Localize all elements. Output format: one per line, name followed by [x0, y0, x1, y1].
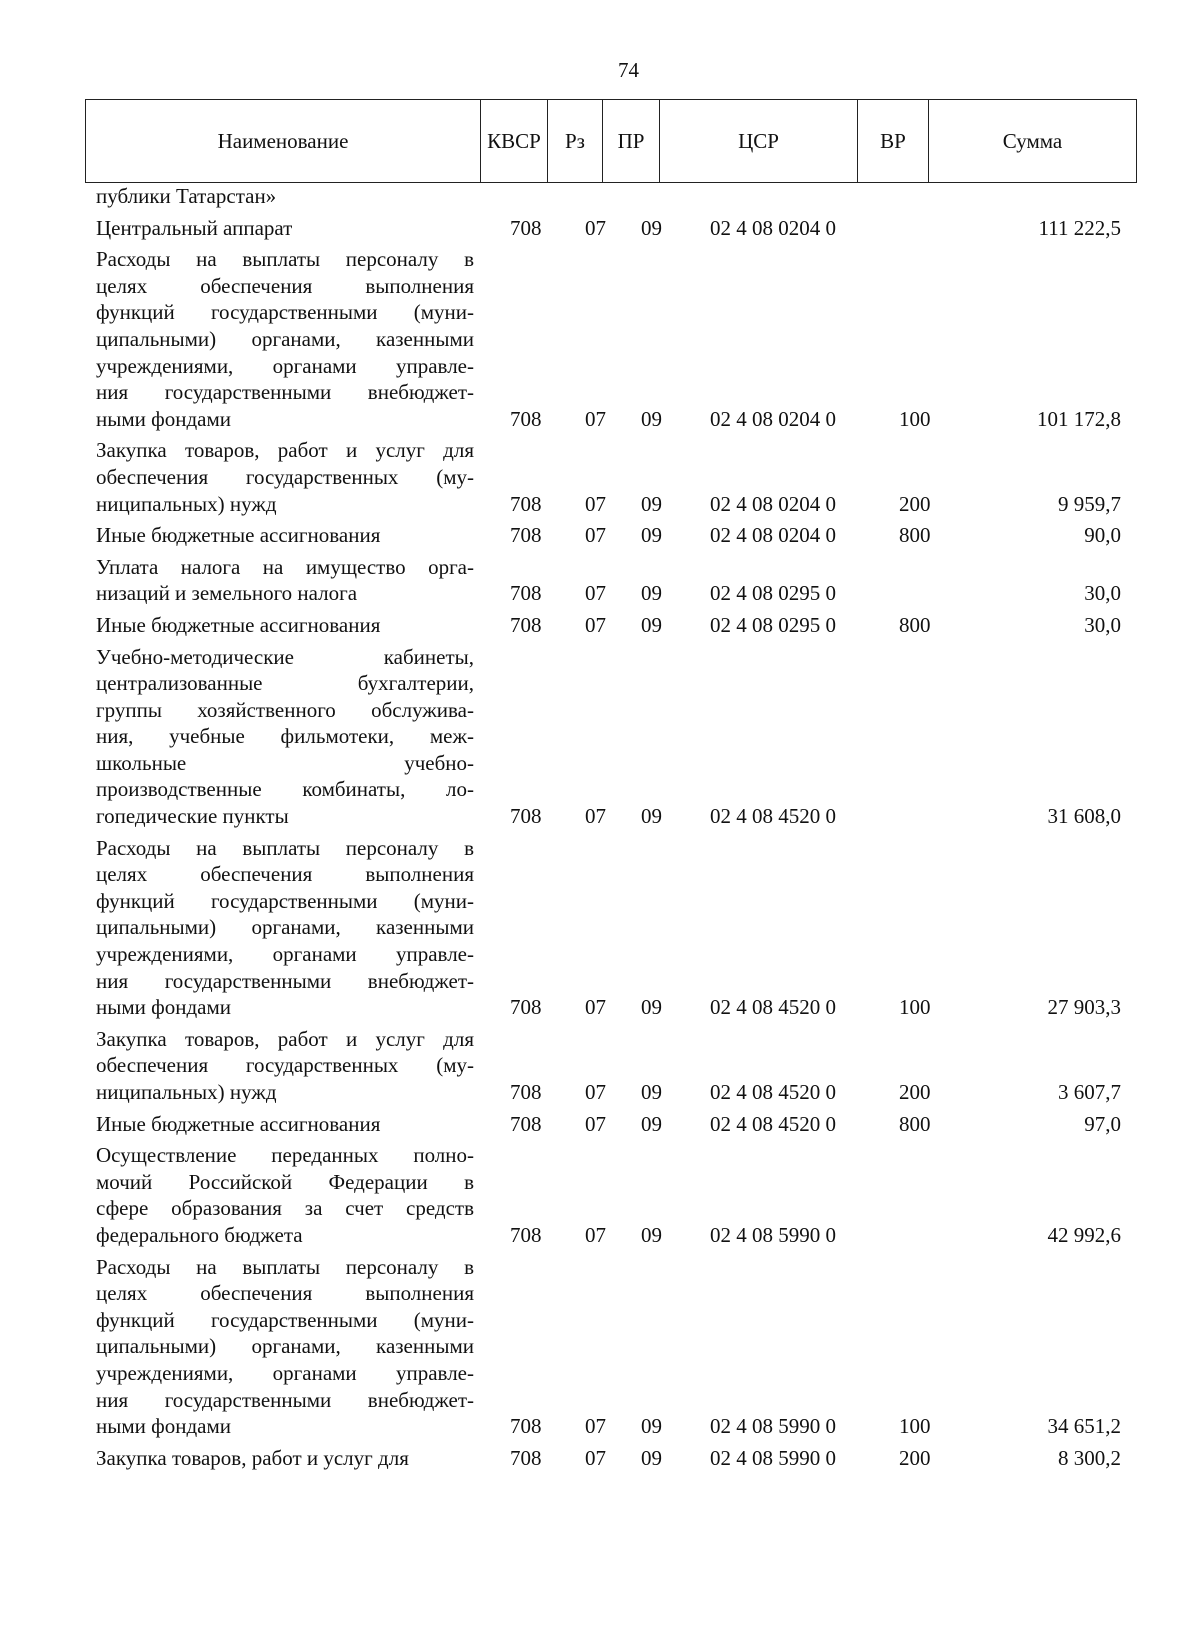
cell-kvsr: 708: [510, 1414, 542, 1439]
cell-csr: 02 4 08 5990 0: [710, 1414, 836, 1439]
row-values: [0, 522, 1200, 549]
cell-kvsr: 708: [510, 491, 542, 516]
cell-pr: 09: [641, 1445, 662, 1470]
cell-rz: 07: [585, 1414, 606, 1439]
row-name-line: ния, учебные фильмотеки, меж-: [96, 724, 474, 749]
row-name-line: публики Татарстан»: [96, 184, 277, 208]
cell-pr: 09: [641, 523, 662, 548]
table-row: [0, 1026, 1200, 1106]
row-name: [96, 835, 474, 1021]
row-values: [0, 994, 1200, 1021]
row-name-line: Закупка товаров, работ и услуг для: [96, 438, 474, 463]
row-name-line: ными фондами: [96, 995, 232, 1020]
cell-kvsr: 708: [510, 215, 542, 240]
table-row: [0, 1445, 1200, 1472]
cell-kvsr: 708: [510, 1445, 542, 1470]
cell-csr: 02 4 08 0204 0: [710, 523, 836, 548]
cell-csr: 02 4 08 5990 0: [710, 1222, 836, 1247]
row-name-line: ными фондами: [96, 406, 232, 431]
cell-sum: 97,0: [1084, 1111, 1121, 1136]
cell-csr: 02 4 08 0204 0: [710, 406, 836, 431]
cell-rz: 07: [585, 804, 606, 829]
cell-pr: 09: [641, 1080, 662, 1104]
table-row: [0, 183, 1200, 210]
cell-rz: 07: [585, 1111, 606, 1136]
row-name-line: Расходы на выплаты персоналу в: [96, 247, 474, 272]
row-name-line: обеспечения государственных (му-: [96, 1053, 474, 1078]
row-values: [0, 803, 1200, 830]
row-name-line: ципальными) органами, казенными: [96, 326, 474, 351]
cell-csr: 02 4 08 0204 0: [710, 491, 836, 516]
cell-rz: 07: [585, 1080, 606, 1104]
cell-kvsr: 708: [510, 804, 542, 829]
cell-csr: 02 4 08 0295 0: [710, 581, 836, 606]
row-name-line: обеспечения государственных (му-: [96, 464, 474, 489]
row-name-line: ципальными) органами, казенными: [96, 915, 474, 940]
cell-rz: 07: [585, 491, 606, 516]
cell-csr: 02 4 08 0295 0: [710, 612, 836, 637]
cell-kvsr: 708: [510, 1111, 542, 1136]
row-name-line: функций государственными (муни-: [96, 1307, 474, 1332]
header-csr: ЦСР: [660, 100, 858, 182]
cell-sum: 9 959,7: [1058, 491, 1121, 516]
row-values: [0, 1445, 1200, 1472]
row-values: [0, 1079, 1200, 1106]
cell-kvsr: 708: [510, 612, 542, 637]
cell-vr: 100: [899, 1414, 931, 1439]
row-name-line: Расходы на выплаты персоналу в: [96, 1254, 474, 1279]
cell-rz: 07: [585, 1445, 606, 1470]
row-name-line: школьные учебно-: [96, 750, 474, 775]
row-name-line: Иные бюджетные ассигнования: [96, 1111, 381, 1136]
table-row: [0, 246, 1200, 432]
row-name-line: гопедические пункты: [96, 804, 289, 829]
cell-kvsr: 708: [510, 523, 542, 548]
cell-kvsr: 708: [510, 995, 542, 1020]
row-name-line: Закупка товаров, работ и услуг для: [96, 1445, 409, 1470]
row-name: [96, 1254, 474, 1440]
cell-vr: 200: [899, 491, 931, 516]
cell-pr: 09: [641, 1222, 662, 1247]
cell-sum: 30,0: [1084, 581, 1121, 606]
table-row: [0, 835, 1200, 1021]
table-row: [0, 215, 1200, 242]
cell-vr: 100: [899, 406, 931, 431]
cell-pr: 09: [641, 1111, 662, 1136]
cell-rz: 07: [585, 406, 606, 431]
header-name: Наименование: [86, 100, 481, 182]
row-name-line: Центральный аппарат: [96, 215, 293, 240]
cell-rz: 07: [585, 581, 606, 606]
row-name-line: ниципальных) нужд: [96, 491, 277, 516]
cell-sum: 3 607,7: [1058, 1080, 1121, 1104]
cell-pr: 09: [641, 215, 662, 240]
cell-vr: 200: [899, 1080, 931, 1104]
row-values: [0, 406, 1200, 433]
page-number: 74: [618, 58, 639, 82]
row-name-line: целях обеспечения выполнения: [96, 862, 474, 887]
row-values: [0, 215, 1200, 242]
row-name-line: ния государственными внебюджет-: [96, 968, 474, 993]
cell-rz: 07: [585, 995, 606, 1020]
row-name-line: целях обеспечения выполнения: [96, 1281, 474, 1306]
cell-csr: 02 4 08 0204 0: [710, 215, 836, 240]
cell-sum: 90,0: [1084, 523, 1121, 548]
row-name-line: учреждениями, органами управле-: [96, 353, 474, 378]
cell-sum: 101 172,8: [1037, 406, 1121, 431]
cell-pr: 09: [641, 491, 662, 516]
cell-sum: 30,0: [1084, 612, 1121, 637]
row-name-line: производственные комбинаты, ло-: [96, 777, 474, 802]
cell-vr: 800: [899, 612, 931, 637]
cell-pr: 09: [641, 612, 662, 637]
row-name: [96, 246, 474, 432]
cell-vr: 100: [899, 995, 931, 1020]
cell-sum: 27 903,3: [1047, 995, 1121, 1020]
table-row: [0, 1254, 1200, 1440]
cell-rz: 07: [585, 612, 606, 637]
table-header: [85, 99, 1137, 183]
row-gap: [0, 1471, 1200, 1476]
row-name-line: функций государственными (муни-: [96, 300, 474, 325]
cell-rz: 07: [585, 523, 606, 548]
row-name-line: целях обеспечения выполнения: [96, 273, 474, 298]
row-name-line: учреждениями, органами управле-: [96, 942, 474, 967]
row-name-line: Иные бюджетные ассигнования: [96, 612, 381, 637]
cell-csr: 02 4 08 4520 0: [710, 804, 836, 829]
cell-vr: 800: [899, 1111, 931, 1136]
row-name-line: сфере образования за счет средств: [96, 1196, 474, 1221]
row-name-line: мочий Российской Федерации в: [96, 1169, 474, 1194]
row-name-line: федерального бюджета: [96, 1222, 303, 1247]
cell-csr: 02 4 08 4520 0: [710, 1080, 836, 1104]
row-name-line: ниципальных) нужд: [96, 1080, 277, 1104]
row-name-line: Уплата налога на имущество орга-: [96, 554, 474, 579]
row-name-line: централизованные бухгалтерии,: [96, 671, 474, 696]
header-vr: ВР: [858, 100, 929, 182]
row-name-line: Учебно-методические кабинеты,: [96, 644, 474, 669]
row-values: [0, 1222, 1200, 1249]
cell-pr: 09: [641, 804, 662, 829]
cell-vr: 800: [899, 523, 931, 548]
row-values: [0, 491, 1200, 518]
cell-sum: 8 300,2: [1058, 1445, 1121, 1470]
row-name-line: группы хозяйственного обслужива-: [96, 697, 474, 722]
cell-sum: 111 222,5: [1038, 215, 1121, 240]
table-row: [0, 1111, 1200, 1138]
row-values: [0, 580, 1200, 607]
cell-kvsr: 708: [510, 1080, 542, 1104]
row-name-line: функций государственными (муни-: [96, 888, 474, 913]
cell-sum: 31 608,0: [1047, 804, 1121, 829]
row-name-line: ния государственными внебюджет-: [96, 1387, 474, 1412]
table-row: [0, 522, 1200, 549]
row-name-line: Иные бюджетные ассигнования: [96, 523, 381, 548]
row-name-line: низаций и земельного налога: [96, 581, 358, 606]
cell-pr: 09: [641, 406, 662, 431]
table-row: [0, 554, 1200, 607]
cell-vr: 200: [899, 1445, 931, 1470]
header-sum: Сумма: [1002, 128, 1063, 153]
row-name-line: ными фондами: [96, 1414, 232, 1439]
cell-csr: 02 4 08 5990 0: [710, 1445, 836, 1470]
cell-pr: 09: [641, 995, 662, 1020]
cell-rz: 07: [585, 215, 606, 240]
row-name-line: Расходы на выплаты персоналу в: [96, 835, 474, 860]
cell-rz: 07: [585, 1222, 606, 1247]
header-kvsr: КВСР: [481, 100, 548, 182]
cell-sum: 34 651,2: [1047, 1414, 1121, 1439]
cell-sum: 42 992,6: [1047, 1222, 1121, 1247]
row-values: [0, 1413, 1200, 1440]
row-name-line: Закупка товаров, работ и услуг для: [96, 1026, 474, 1051]
cell-pr: 09: [641, 1414, 662, 1439]
cell-kvsr: 708: [510, 406, 542, 431]
header-pr: ПР: [603, 100, 660, 182]
row-name-line: ципальными) органами, казенными: [96, 1334, 474, 1359]
row-name-line: Осуществление переданных полно-: [96, 1143, 474, 1168]
row-name: [96, 644, 474, 830]
row-values: [0, 183, 1200, 210]
row-values: [0, 1111, 1200, 1138]
row-name-line: ния государственными внебюджет-: [96, 380, 474, 405]
cell-kvsr: 708: [510, 581, 542, 606]
cell-csr: 02 4 08 4520 0: [710, 1111, 836, 1136]
row-name-line: учреждениями, органами управле-: [96, 1360, 474, 1385]
row-values: [0, 612, 1200, 639]
cell-kvsr: 708: [510, 1222, 542, 1247]
cell-pr: 09: [641, 581, 662, 606]
table-body: [0, 183, 1200, 1476]
table-row: [0, 437, 1200, 517]
header-rz: Рз: [548, 100, 603, 182]
cell-csr: 02 4 08 4520 0: [710, 995, 836, 1020]
table-row: [0, 644, 1200, 830]
table-row: [0, 612, 1200, 639]
table-row: [0, 1142, 1200, 1248]
